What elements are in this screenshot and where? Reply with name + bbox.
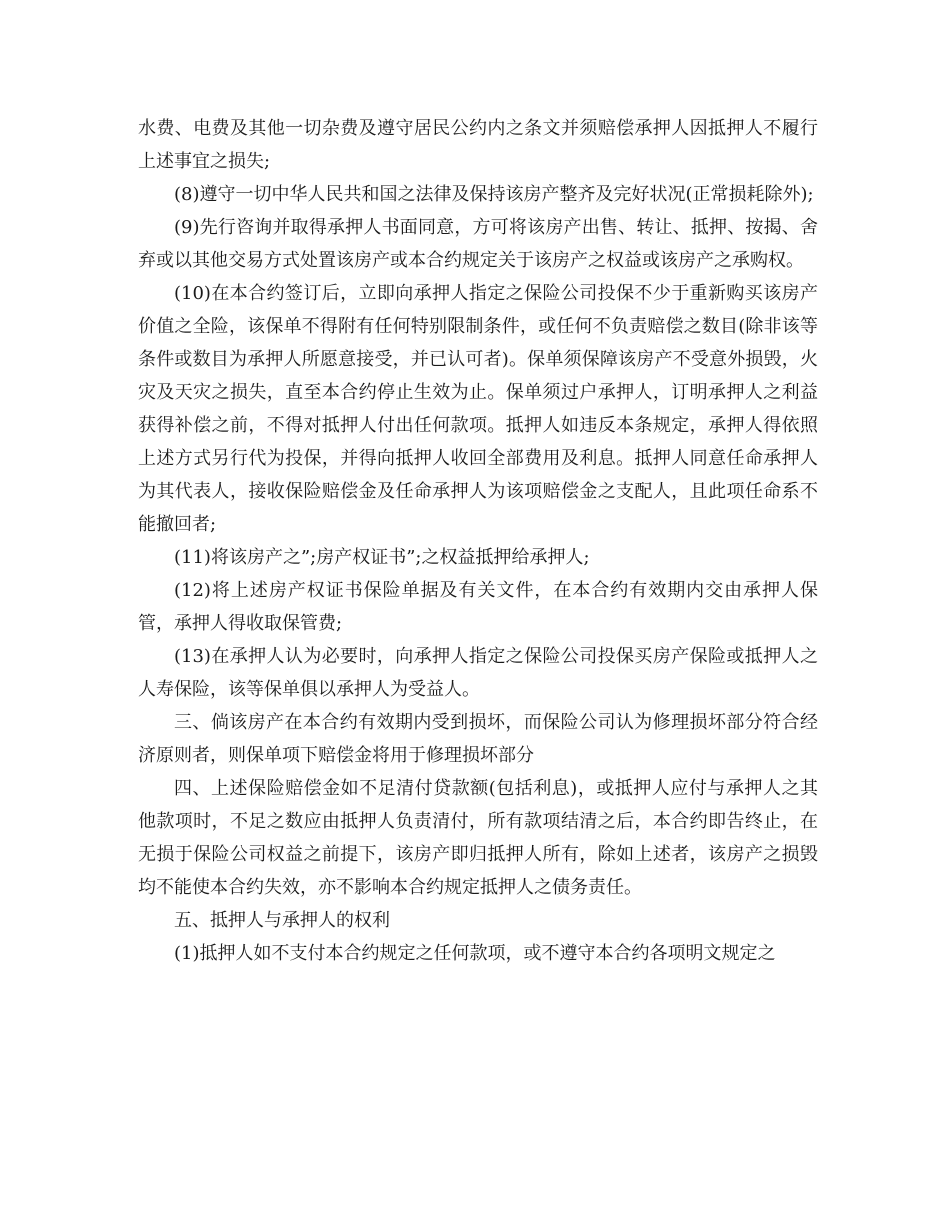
section-heading-5: 五、抵押人与承押人的权利 bbox=[174, 910, 390, 931]
paragraph-clause-10: (10)在本合约签订后，立即向承押人指定之保险公司投保不少于重新购买该房产价值之全险，该保单不得附有任何特别限制条件，或任何不负责赔偿之数目(除非该等条件或数目为承押人所愿意接受，并已认可者)。保单须保障该房产不受意外损毁，火灾及天灾之损失，直至本合约停止生效为止。保单须过户承押人，订明承押人之利益获得补偿之前，不得对抵押人付出任何款项。抵押人如违反本条规定，承押人得依照上述方式另行代为投保，并得向抵押人收回全部费用及利息。抵押人同意任命承押人为其代表人，接收保险赔偿金及任命承押人为该项赔偿金之支配人，且此项任命系不能撤回者; bbox=[138, 283, 818, 535]
paragraph-section-3: 三、倘该房产在本合约有效期内受到损坏，而保险公司认为修理损坏部分符合经济原则者，则保单项下赔偿金将用于修理损坏部分 bbox=[138, 712, 818, 766]
document-body bbox=[138, 112, 818, 970]
paragraph-clause-12: (12)将上述房产权证书保险单据及有关文件，在本合约有效期内交由承押人保管，承押人得收取保管费; bbox=[138, 580, 818, 634]
paragraph-clause-9: (9)先行咨询并取得承押人书面同意，方可将该房产出售、转让、抵押、按揭、舍弃或以其他交易方式处置该房产或本合约规定关于该房产之权益或该房产之承购权。 bbox=[138, 217, 818, 271]
paragraph-clause-8: (8)遵守一切中华人民共和国之法律及保持该房产整齐及完好状况(正常损耗除外); bbox=[174, 184, 814, 205]
paragraph-continuation: 水费、电费及其他一切杂费及遵守居民公约内之条文并须赔偿承押人因抵押人不履行上述事宜之损失; bbox=[138, 118, 818, 172]
paragraph-section-4: 四、上述保险赔偿金如不足清付贷款额(包括利息)，或抵押人应付与承押人之其他款项时，不足之数应由抵押人负责清付，所有款项结清之后，本合约即告终止，在无损于保险公司权益之前提下，该房产即归抵押人所有，除如上述者，该房产之损毁均不能使本合约失效，亦不影响本合约规定抵押人之债务责任。 bbox=[138, 778, 818, 898]
paragraph-clause-11: (11)将该房产之”;房产权证书”;之权益抵押给承押人; bbox=[174, 547, 590, 568]
paragraph-clause-5-1: (1)抵押人如不支付本合约规定之任何款项，或不遵守本合约各项明文规定之 bbox=[174, 943, 776, 964]
paragraph-clause-13: (13)在承押人认为必要时，向承押人指定之保险公司投保买房产保险或抵押人之人寿保险，该等保单俱以承押人为受益人。 bbox=[138, 646, 818, 700]
